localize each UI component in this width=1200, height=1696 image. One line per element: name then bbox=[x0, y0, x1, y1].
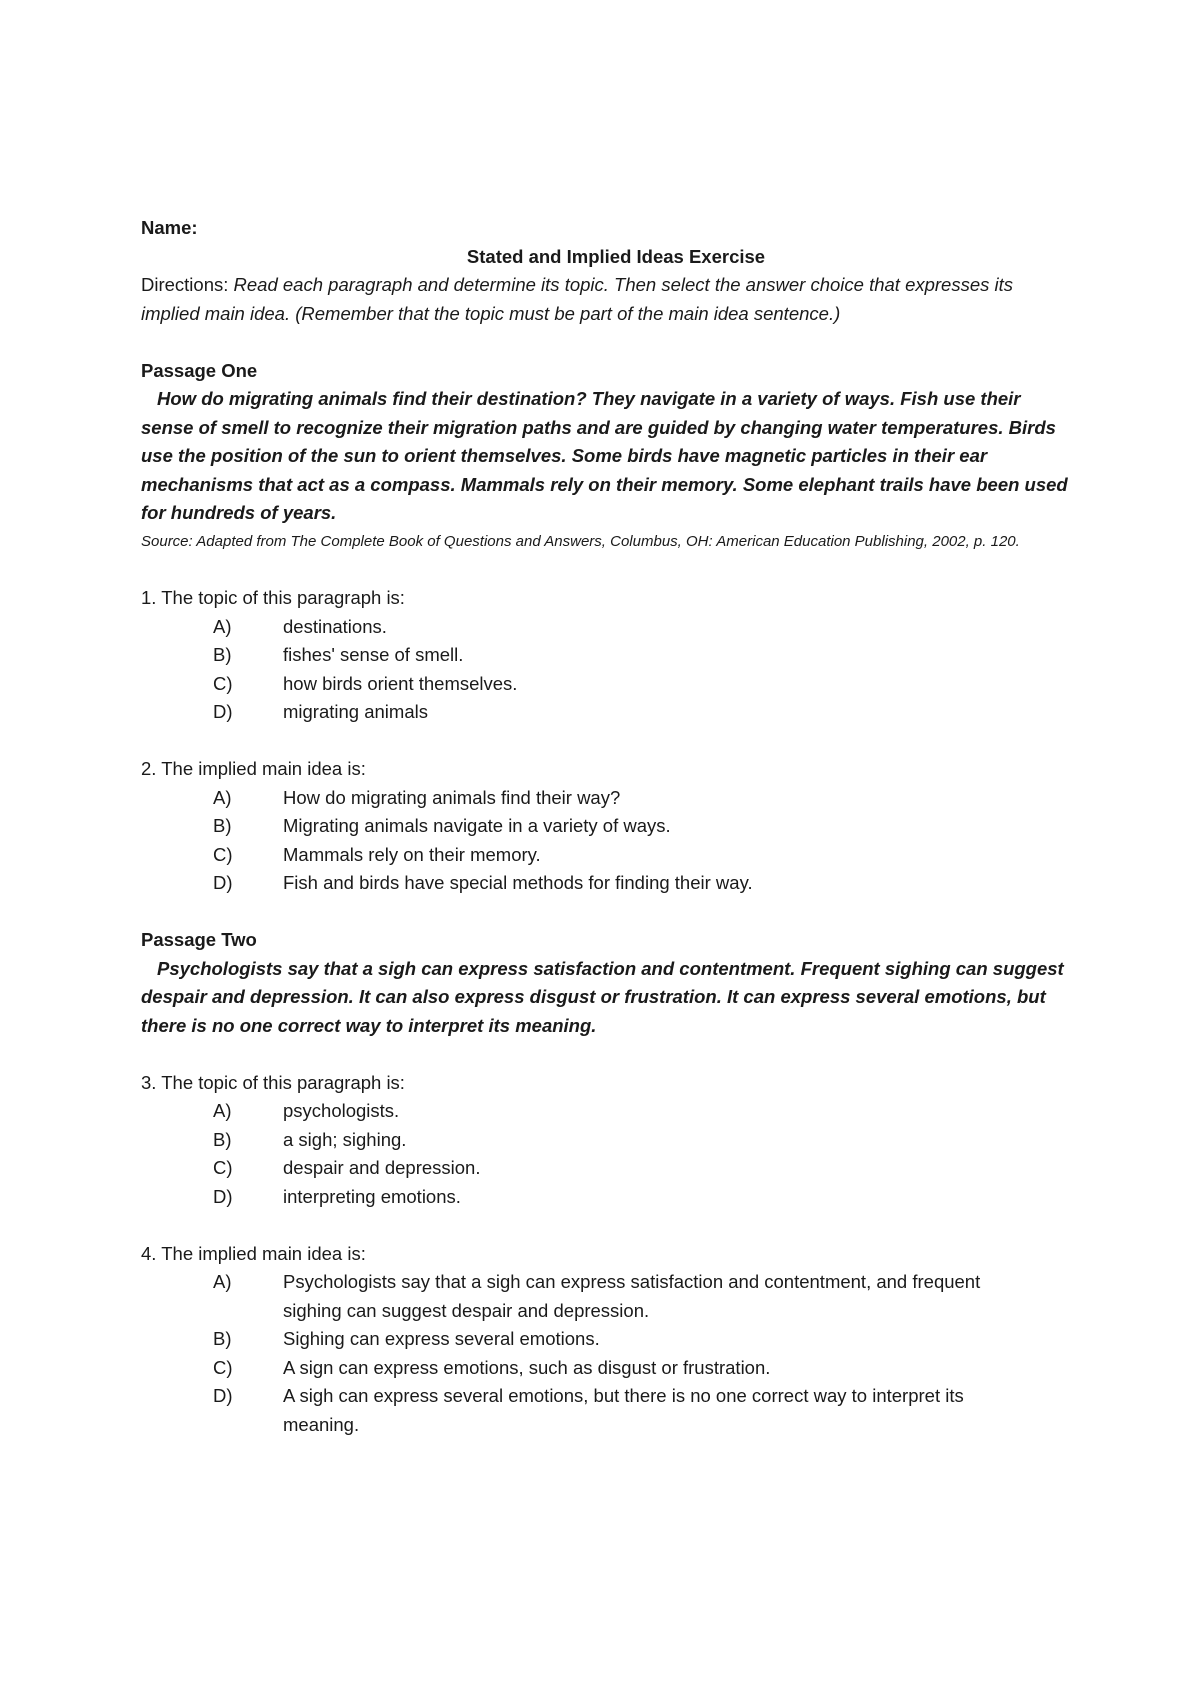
answer-choice-d[interactable] bbox=[141, 698, 1071, 727]
choice-letter: C) bbox=[213, 1157, 233, 1178]
passage-text: How do migrating animals find their destination? They navigate in a variety of ways. Fish use their sense of smell to recognize their migration paths and are guided by changing water temperatures. Birds use the position of the sun to orient themselves. Some birds have magnetic particles in their ear mechanisms that act as a compass. Mammals rely on their memory. Some elephant trails have been used for hundreds of years. bbox=[141, 388, 1068, 523]
question-4 bbox=[141, 1240, 1071, 1440]
choice-letter: B) bbox=[213, 815, 232, 836]
choice-letter: D) bbox=[213, 872, 233, 893]
question-prompt: 4. The implied main idea is: bbox=[141, 1242, 366, 1264]
spacer bbox=[141, 1211, 1071, 1240]
answer-choice-c[interactable] bbox=[141, 841, 1071, 870]
answer-choice-d[interactable] bbox=[141, 1382, 1071, 1439]
answer-choice-a[interactable] bbox=[141, 1268, 1071, 1325]
directions bbox=[141, 271, 1071, 328]
choice-text: Migrating animals navigate in a variety of ways. bbox=[283, 815, 671, 836]
spacer bbox=[141, 556, 1071, 585]
question-3 bbox=[141, 1069, 1071, 1212]
page-title: Stated and Implied Ideas Exercise bbox=[466, 245, 766, 267]
question-1 bbox=[141, 584, 1071, 727]
directions-label: Directions: bbox=[141, 274, 229, 295]
choice-text: psychologists. bbox=[283, 1100, 400, 1121]
choice-letter: A) bbox=[213, 615, 232, 637]
passage-heading: Passage One bbox=[141, 359, 258, 381]
passage-heading: Passage Two bbox=[141, 929, 257, 950]
choice-text: destinations. bbox=[283, 615, 387, 637]
choice-letter: B) bbox=[213, 1128, 232, 1150]
answer-choices bbox=[141, 784, 1071, 898]
question-2 bbox=[141, 755, 1071, 898]
choice-letter: A) bbox=[213, 1271, 232, 1292]
worksheet-page bbox=[141, 214, 1071, 1439]
passage-two bbox=[141, 926, 1071, 1439]
choice-text: Mammals rely on their memory. bbox=[283, 843, 541, 865]
question-prompt: 1. The topic of this paragraph is: bbox=[141, 587, 405, 608]
choice-text: despair and depression. bbox=[283, 1157, 481, 1178]
answer-choice-a[interactable] bbox=[141, 1097, 1071, 1126]
answer-choice-b[interactable] bbox=[141, 641, 1071, 670]
choice-letter: B) bbox=[213, 644, 232, 665]
passage-source: Source: Adapted from The Complete Book of Questions and Answers, Columbus, OH: American Education Publishing, 2002, p. 120. bbox=[141, 532, 1020, 550]
answer-choice-b[interactable] bbox=[141, 1126, 1071, 1155]
answer-choice-c[interactable] bbox=[141, 670, 1071, 699]
choice-text: A sigh can express several emotions, but there is no one correct way to interpret its meaning. bbox=[283, 1385, 964, 1435]
choice-text: Sighing can express several emotions. bbox=[283, 1328, 600, 1349]
answer-choice-a[interactable] bbox=[141, 613, 1071, 642]
question-prompt: 2. The implied main idea is: bbox=[141, 758, 366, 779]
choice-text: a sigh; sighing. bbox=[283, 1128, 407, 1150]
choice-text: migrating animals bbox=[283, 701, 428, 722]
choice-text: Psychologists say that a sigh can express satisfaction and contentment, and frequent sighing can suggest despair and depression. bbox=[283, 1271, 981, 1321]
choice-letter: B) bbox=[213, 1328, 232, 1349]
answer-choice-c[interactable] bbox=[141, 1354, 1071, 1383]
answer-choice-b[interactable] bbox=[141, 812, 1071, 841]
choice-text: how birds orient themselves. bbox=[283, 672, 518, 694]
spacer bbox=[141, 727, 1071, 756]
spacer bbox=[141, 328, 1071, 357]
question-prompt: 3. The topic of this paragraph is: bbox=[141, 1071, 405, 1093]
answer-choice-c[interactable] bbox=[141, 1154, 1071, 1183]
choice-letter: A) bbox=[213, 786, 232, 808]
choice-letter: A) bbox=[213, 1100, 232, 1121]
answer-choice-a[interactable] bbox=[141, 784, 1071, 813]
choice-text: How do migrating animals find their way? bbox=[283, 786, 621, 808]
choice-letter: C) bbox=[213, 672, 233, 694]
choice-letter: D) bbox=[213, 701, 233, 722]
choice-letter: D) bbox=[213, 1385, 233, 1406]
choice-text: A sign can express emotions, such as disgust or frustration. bbox=[283, 1356, 771, 1378]
answer-choice-d[interactable] bbox=[141, 1183, 1071, 1212]
answer-choices bbox=[141, 1268, 1071, 1439]
passage-text: Psychologists say that a sigh can express satisfaction and contentment. Frequent sighing can suggest despair and depression. It can also express disgust or frustration. It can express several emotions, but there is no one correct way to interpret its meaning. bbox=[141, 957, 1064, 1036]
answer-choices bbox=[141, 613, 1071, 727]
answer-choice-d[interactable] bbox=[141, 869, 1071, 898]
answer-choice-b[interactable] bbox=[141, 1325, 1071, 1354]
choice-text: fishes' sense of smell. bbox=[283, 644, 464, 665]
choice-letter: C) bbox=[213, 843, 233, 865]
answer-choices bbox=[141, 1097, 1071, 1211]
directions-text: Read each paragraph and determine its topic. Then select the answer choice that expresses its implied main idea. (Remember that the topic must be part of the main idea sentence.) bbox=[141, 274, 1014, 324]
choice-text: Fish and birds have special methods for finding their way. bbox=[283, 872, 753, 893]
choice-letter: C) bbox=[213, 1356, 233, 1378]
choice-letter: D) bbox=[213, 1185, 233, 1207]
passage-one bbox=[141, 357, 1071, 898]
choice-text: interpreting emotions. bbox=[283, 1185, 461, 1207]
name-label: Name: bbox=[141, 217, 198, 238]
spacer bbox=[141, 1040, 1071, 1069]
spacer bbox=[141, 898, 1071, 927]
